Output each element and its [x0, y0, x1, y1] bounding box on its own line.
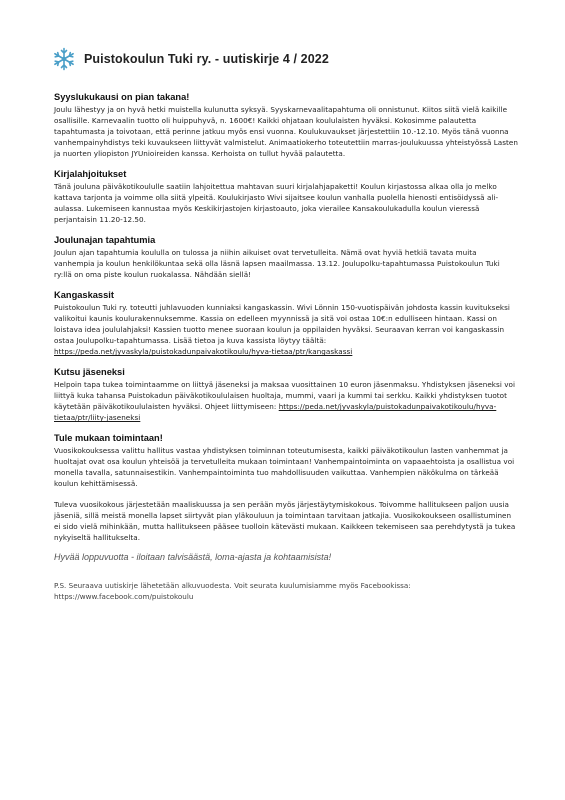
- section-heading: Syyslukukausi on pian takana!: [54, 92, 190, 102]
- membership-link[interactable]: https://peda.net/jyvaskyla/puistokadunpaivakotikoulu/hyva-tietaa/ptr/liity-jaseneksi: [54, 402, 497, 422]
- section-tote-bags: [54, 289, 519, 357]
- section-join: [54, 432, 519, 543]
- section-heading: Tule mukaan toimintaan!: [54, 433, 163, 443]
- closing-greeting: Hyvää loppuvuotta - iloitaan talvisäästä, loma-ajasta ja kohtaamisista!: [54, 552, 332, 562]
- section-text: [54, 302, 519, 357]
- section-heading: Kangaskassit: [54, 290, 114, 300]
- newsletter-header: [52, 44, 329, 74]
- newsletter-title: Puistokoulun Tuki ry. - uutiskirje 4 / 2022: [84, 52, 329, 66]
- section-text: Tänä jouluna päiväkotikoululle saatiin lahjoitettua mahtavan suuri kirjalahjapaketti! Koulun kirjastossa alkaa olla jo melko kattava tarjonta ja voimme olla siitä ylpeitä. Koulukirjasto Wivi sijaitsee koulun vanhalla puolella hienosti entisöidyssä ali-aulassa. Lukemiseen kannustaa myös Keskikirjastojen kirjastoauto, joka vierailee Kansakoulukadulla koulun vieressä perjantaisin 11.20-12.50.: [54, 182, 499, 224]
- tote-bag-link[interactable]: https://peda.net/jyvaskyla/puistokadunpaivakotikoulu/hyva-tietaa/ptr/kangaskassi: [54, 347, 353, 356]
- section-text: Joulu lähestyy ja on hyvä hetki muistella kulunutta syksyä. Syyskarnevaalitapahtuma oli onnistunut. Kiitos siitä vielä kaikille osallisille. Karnevaalin tuotto oli huippuhyvä, n. 1600€! Kaikki ohjataan koululaisten hyväksi. Kokosimme palautetta tapahtumasta ja toivotaan, että perinne jatkuu myös ensi vuonna. Koulukuvaukset järjestettiin 10.-12.10. Myös tänä vuonna vanhempainyhdistys teki kuvaukseen liittyvät valmistelut. Animaatiokerho toteutettiin marras-joulukuussa yhteistyössä Lasten ja nuorten yliopiston JYUnioireiden kanssa. Kerhoista on tullut hyvää palautetta.: [54, 105, 518, 158]
- section-heading: Kirjalahjoitukset: [54, 169, 127, 179]
- section-autumn: [54, 91, 519, 159]
- section-heading: Kutsu jäseneksi: [54, 367, 125, 377]
- section-text-body: Helpoin tapa tukea toimintaamme on liittyä jäseneksi ja maksaa vuosittainen 10 euron jäsenmaksu. Yhdistyksen jäseneksi voi liittyä kuka tahansa Puistokadun päiväkotikoululaisen huoltaja, mummi, vaari ja kummi tai serkku. Kaikki yhdistyksen tuotot käytetään päiväkotikoululaisten hyväksi. Ohjeet liittymiseen:: [54, 380, 515, 411]
- newsletter-body: [54, 91, 519, 602]
- section-heading: Joulunajan tapahtumia: [54, 235, 156, 245]
- section-christmas-events: [54, 234, 519, 280]
- section-text: [54, 379, 519, 423]
- section-text: Joulun ajan tapahtumia koululla on tulossa ja niihin aikuiset ovat tervetulleita. Nämä ovat hyviä hetkiä tavata muita vanhempia ja koulun henkilökuntaa sekä olla läsnä lapsen maailmassa. 13.12. Joulupolku-tapahtumassa Puistokoulun Tuki ry:llä on oma piste koulun ruokalassa. Nähdään siellä!: [54, 248, 500, 279]
- section-membership: [54, 366, 519, 423]
- section-book-donations: [54, 168, 519, 225]
- snowflake-icon: [52, 47, 76, 71]
- section-text-body: Puistokoulun Tuki ry. toteutti juhlavuoden kunniaksi kangaskassin. Wivi Lönnin 150-vuotispäivän johdosta kassin kuvitukseksi valikoitui kaunis koulurakennuksemme. Kassia on edelleen myynnissä ja sitä voi ostaa 10€:n edulliseen hintaan. Kassi on loistava idea joululahjaksi! Kassien tuotto menee suoraan koulun ja oppilaiden hyväksi. Seuraavan kerran voi kangaskassin ostaa Joulupolku-tapahtumassa. Lisää tietoa ja kuva kassista löytyy täältä:: [54, 303, 510, 345]
- section-text-annual-meeting: Tuleva vuosikokous järjestetään maaliskuussa ja sen perään myös järjestäytymiskokous. Toivomme hallitukseen paljon uusia jäseniä, sillä meistä monella lapset siirtyvät pian yläkouluun ja toimintaan tarvitaan jatkajia. Vuosikokoukseen osallistuminen ei sido vielä mihinkään, mutta hallitukseen pääsee tuolloin kätevästi mukaan. Kaikkeen tekemiseen saa perehdytystä ja tukea nykyiseltä hallitukselta.: [54, 500, 516, 542]
- postscript: P.S. Seuraava uutiskirje lähetetään alkuvuodesta. Voit seurata kuulumisiamme myös Facebookissa: https://www.facebook.com/puistokoulu: [54, 581, 411, 601]
- section-text: Vuosikokouksessa valittu hallitus vastaa yhdistyksen toiminnan toteutumisesta, kaikki päiväkotikoulun lasten vanhemmat ja huoltajat ovat osa koulun yhteisöä ja tervetulleita mukaan toimintaan! Vanhempaintoiminta on vapaaehtoista ja osallistua voi monella tavalla, satunnaisestikin. Vanhempaintoiminta tuo mahdollisuuden vaikuttaa. Vanhempien näkökulma on tärkeää koulun kehittämisessä.: [54, 446, 515, 488]
